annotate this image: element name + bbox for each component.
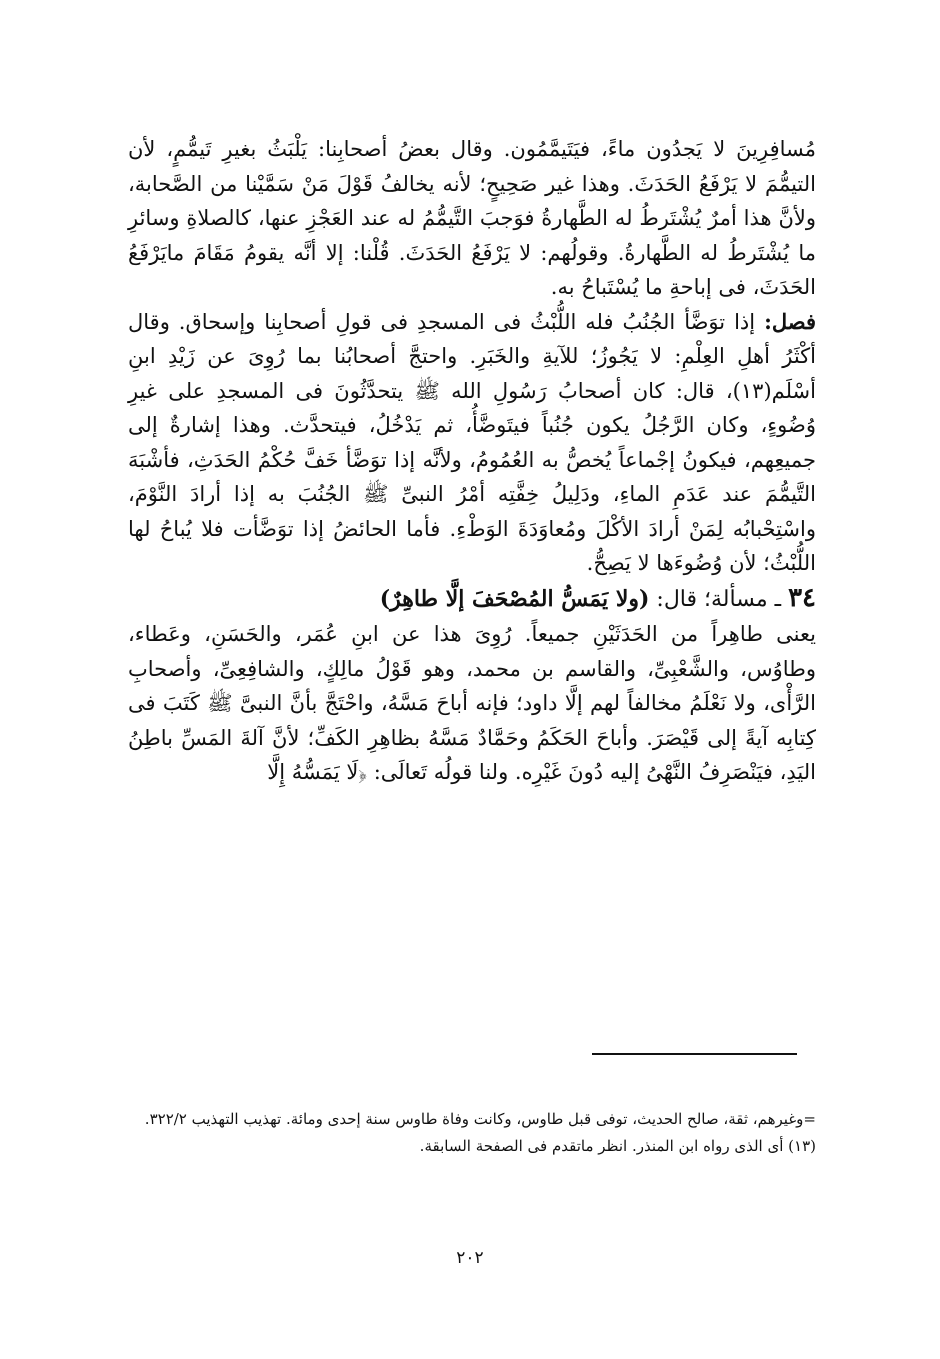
footnote-separator <box>592 1053 797 1055</box>
footnotes <box>128 1106 816 1160</box>
footnote-13: (١٣) أى الذى رواه ابن المنذر. انظر ماتقدم فى الصفحة السابقة. <box>419 1137 816 1155</box>
masala-heading <box>128 581 816 618</box>
footnote-continuation: =وغيرهم، ثقة، صالح الحديث، توفى قبل طاوس، وكانت وفاة طاوس سنة إحدى ومائة. تهذيب التهذيب ٣٢٢/٢. <box>144 1110 816 1128</box>
fasl-text: إذا توَضَّأ الجُنُبُ فله اللُّبْثُ فى المسجدِ فى قولِ أصحابِنا وإسحاق. وقال أكْثَرُ أهلِ العِلْمِ: لا يَجُوزُ؛ للآيةِ والخَبَرِ. واحتجَّ أصحابُنا بما رُوِىَ عن زَيْدِ ابنِ أسْلَم(١٣)، قال: كان أصحابُ رَسُولِ الله ﷺ يتحدَّثُونَ فى المسجدِ على غيرِ وُضُوءٍ، وكان الرَّجُلُ يكون جُنُباً فيتَوضَّأُ، ثم يَدْخُلُ، فيتحدَّث. وهذا إشارةٌ إلى جميعِهم، فيكونُ إجْماعاً يُخصُّ به العُمُومُ، ولأنَّه إذا توَضَّأ خَفَّ حُكْمُ الحَدَثِ، فأشْبَهَ التَّيمُّمَ عند عَدَمِ الماءِ، ودَلِيلُ خِفَّتِه أمْرُ النبىِّ ﷺ الجُنُبَ به إذا أرادَ النَّوْمَ، واسْتِحْبابُه لِمَنْ أرادَ الأكْلَ ومُعاوَدَةَ الوَطْءِ. فأما الحائضُ إذا توَضَّأت فلا يُباحُ لها اللُّبْثُ؛ لأن وُضُوءَها لا يَصِحُّ. <box>128 309 816 575</box>
masala-quote: (ولا يَمَسُّ المُصْحَفَ إلَّا طاهِرٌ) <box>379 585 650 612</box>
paragraph-masala-body: يعنى طاهِراً من الحَدَثَيْنِ جميعاً. رُوِىَ هذا عن ابنِ عُمَر، والحَسَنِ، وعَطاء، وطاوُس، والشَّعْبِىِّ، والقاسم بن محمد، وهو قَوْلُ مالِكٍ، والشافِعِىِّ، وأصحابِ الرَّأْى، ولا نَعْلَمُ مخالفاً لهم إلَّا داود؛ فإنه أباحَ مَسَّهُ، واحْتَجَّ بأنَّ النبىَّ ﷺ كَتَبَ فى كِتابِه آيةً إلى قَيْصَرَ. وأباحَ الحَكَمُ وحَمَّادٌ مَسَّهُ بظاهِرِ الكَفِّ؛ لأنَّ آلةَ المَسِّ باطِنُ اليَدِ، فيَنْصَرِفُ النَّهْىُ إليه دُونَ غَيْرِه. ولنا قولُه تَعالَى: ﴿لَا يَمَسُّهُ إِلَّا <box>128 622 816 784</box>
masala-label: ـ مسألة؛ قال: <box>656 586 782 612</box>
paragraph-tayammum: مُسافِرِينَ لا يَجدُون ماءً، فيَتَيمَّمُون. وقال بعضُ أصحابِنا: يَلْبَثُ بغيرِ تَيمُّمٍ، لأن التيمُّمَ لا يَرْفَعُ الحَدَثَ. وهذا غير صَحِيحٍ؛ لأنه يخالفُ قَوْلَ مَنْ سَمَّيْنا من الصَّحابة، ولأنَّ هذا أمرٌ يُشْتَرطُ له الطَّهارةُ فوَجبَ التَّيمُّمُ له عند العَجْزِ عنها، كالصلاةِ وسائرِ ما يُشْتَرطُ له الطَّهارةُ. وقولُهم: لا يَرْفَعُ الحَدَثَ. قُلْنا: إلا أنَّه يقومُ مَقَامَ مايَرْفَعُ الحَدَثَ، فى إباحةِ ما يُسْتَباحُ به. <box>128 137 816 299</box>
masala-number: ٣٤ <box>788 582 816 613</box>
main-text-block <box>128 132 816 790</box>
page-number: ٢٠٢ <box>456 1248 484 1268</box>
fasl-label: فصل: <box>764 308 816 334</box>
paragraph-fasl <box>128 305 816 581</box>
